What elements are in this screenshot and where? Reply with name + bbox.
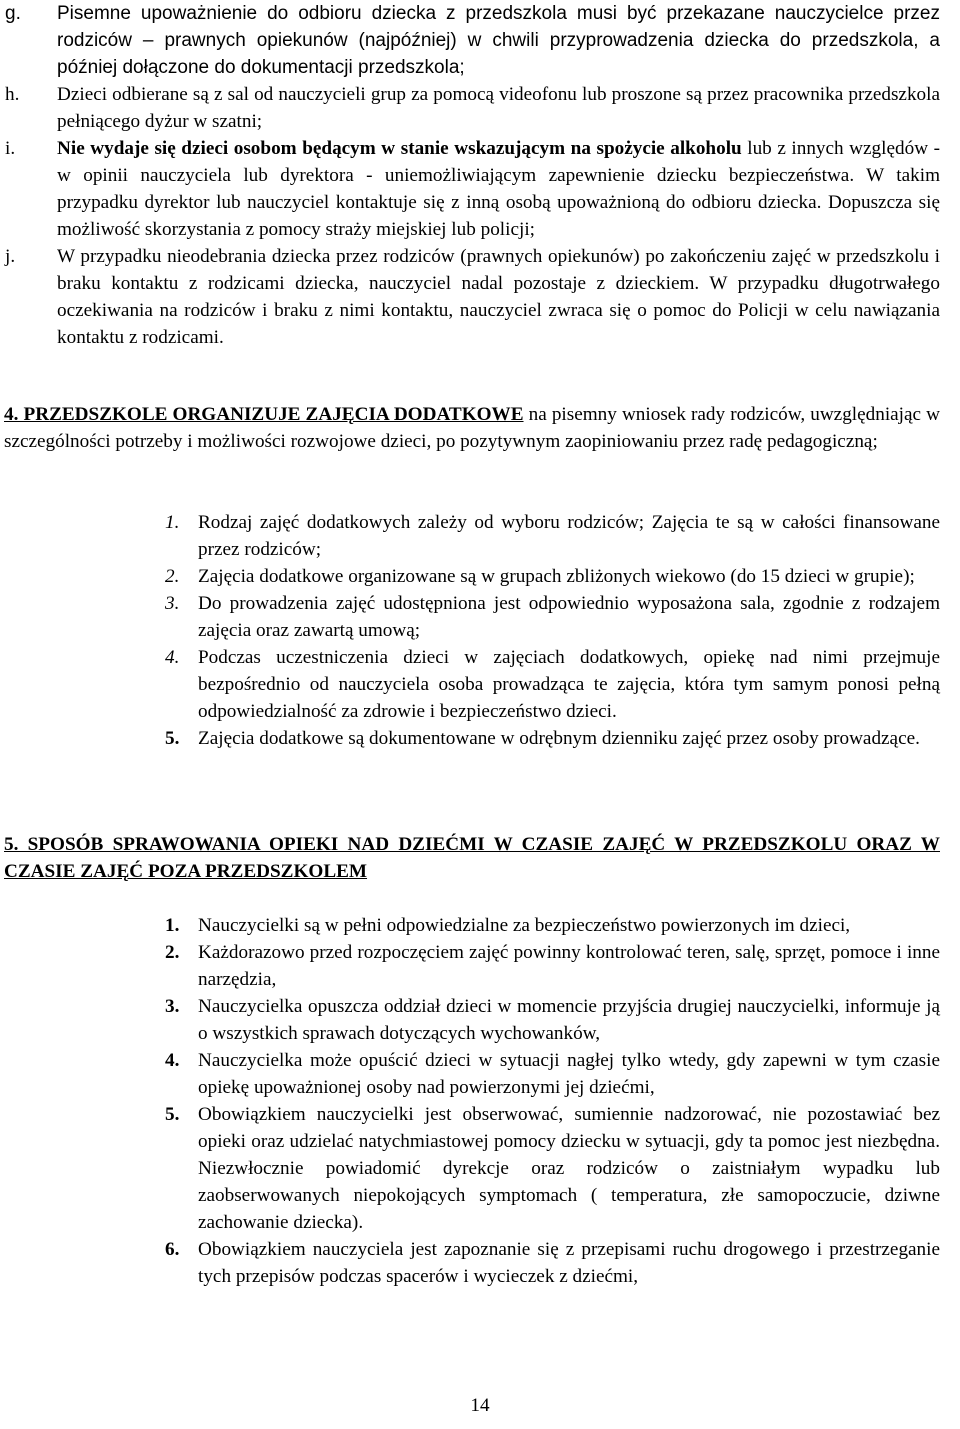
list-text: Nauczycielki są w pełni odpowiedzialne za bezpieczeństwo powierzonych im dzieci, (198, 915, 851, 936)
lettered-list (5, 0, 940, 351)
list-item-i (5, 135, 940, 243)
list-text: Nauczycielka może opuścić dzieci w sytuacji nagłej tylko wtedy, gdy zapewni w tym czasie opiekę upoważnionej osoby nad powierzonymi jej dziećmi, (198, 1050, 940, 1098)
list-marker: g. (5, 3, 21, 24)
section-4-heading: 4. PRZEDSZKOLE ORGANIZUJE ZAJĘCIA DODATKOWE (4, 404, 524, 425)
list-marker: 1. (165, 915, 180, 936)
list-marker: 2. (165, 566, 180, 587)
list-text: Pisemne upoważnienie do odbioru dziecka z przedszkola musi być przekazane nauczycielce przez rodziców – prawnych opiekunów (najpóźniej) w chwili przyprowadzenia dziecka do przedszkola, a później dołączone do dokumentacji przedszkola; (57, 3, 940, 78)
list-text: Rodzaj zajęć dodatkowych zależy od wyboru rodziców; Zajęcia te są w całości finansowane przez rodziców; (198, 512, 940, 560)
list-item (165, 590, 940, 644)
list-text: Do prowadzenia zajęć udostępniona jest odpowiednio wyposażona sala, zgodnie z rodzajem zajęcia oraz zawartą umową; (198, 593, 940, 641)
section-5-heading: 5. SPOSÓB SPRAWOWANIA OPIEKI NAD DZIEĆMI W CZASIE ZAJĘĆ W PRZEDSZKOLU ORAZ W CZASIE ZAJĘĆ POZA PRZEDSZKOLEM (4, 834, 940, 882)
list-item (165, 1047, 940, 1101)
list-marker: 1. (165, 512, 180, 533)
list-text: Obowiązkiem nauczyciela jest zapoznanie się z przepisami ruchu drogowego i przestrzeganie tych przepisów podczas spacerów i wycieczek z dziećmi, (198, 1239, 940, 1287)
list-item-j (5, 243, 940, 351)
list-item (165, 563, 940, 590)
section-4-list (165, 509, 940, 752)
list-item (165, 1101, 940, 1236)
list-marker: 5. (165, 1104, 180, 1125)
list-text: Obowiązkiem nauczycielki jest obserwować, sumiennie nadzorować, nie pozostawiać bez opieki oraz udzielać natychmiastowej pomocy dziecku w sytuacji, gdy ta pomoc jest niezbędna. Niezwłocznie powiadomić dyrekcje oraz rodziców o zaistniałym wypadku lub zaobserwowanych niepokojących symptomach ( temperatura, złe samopoczucie, dziwne zachowanie dziecka). (198, 1104, 940, 1233)
list-marker: j. (5, 246, 16, 267)
list-item (165, 509, 940, 563)
list-marker: i. (5, 138, 16, 159)
list-marker: 4. (165, 647, 180, 668)
list-text: Nauczycielka opuszcza oddział dzieci w momencie przyjścia drugiej nauczycielki, informuje ją o wszystkich sprawach dotyczących wychowanków, (198, 996, 940, 1044)
list-marker: 2. (165, 942, 180, 963)
list-marker: 6. (165, 1239, 180, 1260)
list-marker: 5. (165, 728, 180, 749)
section-4-paragraph (4, 401, 940, 455)
list-text: W przypadku nieodebrania dziecka przez rodziców (prawnych opiekunów) po zakończeniu zajęć w przedszkolu i braku kontaktu z rodzicami dziecka, nauczyciel nadal pozostaje z dzieckiem. W przypadku długotrwałego oczekiwania na rodziców i braku z nimi kontaktu, nauczyciel zwraca się o pomoc do Policji w celu nawiązania kontaktu z rodzicami. (57, 246, 940, 348)
list-item (165, 939, 940, 993)
list-item (165, 725, 940, 752)
list-item (165, 644, 940, 725)
list-text: Podczas uczestniczenia dzieci w zajęciach dodatkowych, opiekę nad nimi przejmuje bezpośrednio od nauczyciela osoba prowadząca te zajęcia, która tym samym ponosi pełną odpowiedzialność za zdrowie i bezpieczeństwo dzieci. (198, 647, 940, 722)
list-marker: 3. (165, 593, 180, 614)
list-text: lub z innych względów - w opinii nauczyciela lub dyrektora - uniemożliwiającym zapewnienie dziecku bezpieczeństwa. W takim przypadku dyrektor lub nauczyciel kontaktuje się z inną osobą upoważnioną do odbioru dziecka. Dopuszcza się możliwość skorzystania z pomocy straży miejskiej lub policji; (57, 138, 940, 240)
section-5-list (165, 912, 940, 1290)
list-item-h (5, 81, 940, 135)
list-text: Każdorazowo przed rozpoczęciem zajęć powinny kontrolować teren, salę, sprzęt, pomoce i inne narzędzia, (198, 942, 940, 990)
list-text-bold: Nie wydaje się dzieci osobom będącym w stanie wskazującym na spożycie alkoholu (57, 138, 742, 159)
list-marker: 3. (165, 996, 180, 1017)
page-number: 14 (470, 1395, 490, 1416)
list-marker: h. (5, 84, 20, 105)
section-5-heading-block (4, 831, 940, 885)
section-4-text: na pisemny wniosek rady rodziców, uwzględniając w szczególności potrzeby i możliwości rozwojowe dzieci, po pozytywnym zaopiniowaniu przez radę pedagogiczną; (4, 404, 940, 452)
list-text: Zajęcia dodatkowe są dokumentowane w odrębnym dzienniku zajęć przez osoby prowadzące. (198, 728, 920, 749)
list-text: Zajęcia dodatkowe organizowane są w grupach zbliżonych wiekowo (do 15 dzieci w grupie); (198, 566, 915, 587)
list-item (165, 1236, 940, 1290)
list-item-g (5, 0, 940, 81)
list-item (165, 912, 940, 939)
list-marker: 4. (165, 1050, 180, 1071)
list-item (165, 993, 940, 1047)
list-text: Dzieci odbierane są z sal od nauczycieli grup za pomocą videofonu lub proszone są przez pracownika przedszkola pełniącego dyżur w szatni; (57, 84, 940, 132)
